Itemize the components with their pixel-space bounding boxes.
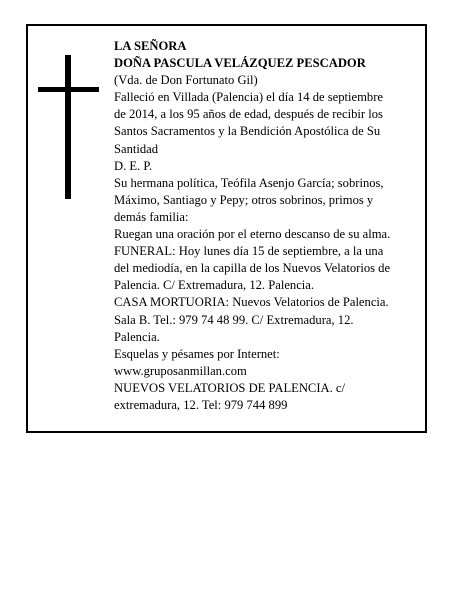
widow-of: (Vda. de Don Fortunato Gil)	[114, 73, 258, 88]
deceased-name: DOÑA PASCULA VELÁZQUEZ PESCADOR	[114, 56, 366, 71]
mortuary-line: CASA MORTUORIA: Nuevos Velatorios de Palencia.	[114, 295, 389, 310]
funeral-line: Palencia. C/ Extremadura, 12. Palencia.	[114, 278, 315, 293]
website-link: www.gruposanmillan.com	[114, 363, 247, 378]
heading: LA SEÑORA	[114, 39, 187, 53]
death-line: Santos Sacramentos y la Bendición Apostólica de Su	[114, 124, 381, 139]
internet-line: Esquelas y pésames por Internet:	[114, 346, 280, 361]
obituary-text	[114, 38, 426, 414]
cross-icon	[38, 55, 99, 199]
family-line: Su hermana política, Teófila Asenjo García; sobrinos,	[114, 175, 384, 190]
family-line: Máximo, Santiago y Pepy; otros sobrinos, primos y	[114, 192, 374, 207]
mortuary-line: Palencia.	[114, 329, 160, 344]
family-line: demás familia:	[114, 209, 189, 224]
death-line: Falleció en Villada (Palencia) el día 14 de septiembre	[114, 90, 383, 105]
mortuary-line: Sala B. Tel.: 979 74 48 99. C/ Extremadura, 12.	[114, 312, 354, 327]
prayer-text: Ruegan una oración por el eterno descanso de su alma.	[114, 227, 391, 242]
rip-text: D. E. P.	[114, 158, 153, 173]
death-line: Santidad	[114, 141, 159, 156]
funeral-home-line: extremadura, 12. Tel: 979 744 899	[114, 397, 288, 412]
funeral-line: del mediodía, en la capilla de los Nuevos Velatorios de	[114, 261, 391, 276]
funeral-home-line: NUEVOS VELATORIOS DE PALENCIA. c/	[114, 380, 346, 395]
death-line: de 2014, a los 95 años de edad, después de recibir los	[114, 107, 383, 122]
cross-vertical-bar	[65, 55, 71, 199]
obituary-notice	[26, 24, 427, 433]
funeral-line: FUNERAL: Hoy lunes día 15 de septiembre, a la una	[114, 244, 384, 259]
cross-horizontal-bar	[38, 87, 99, 92]
